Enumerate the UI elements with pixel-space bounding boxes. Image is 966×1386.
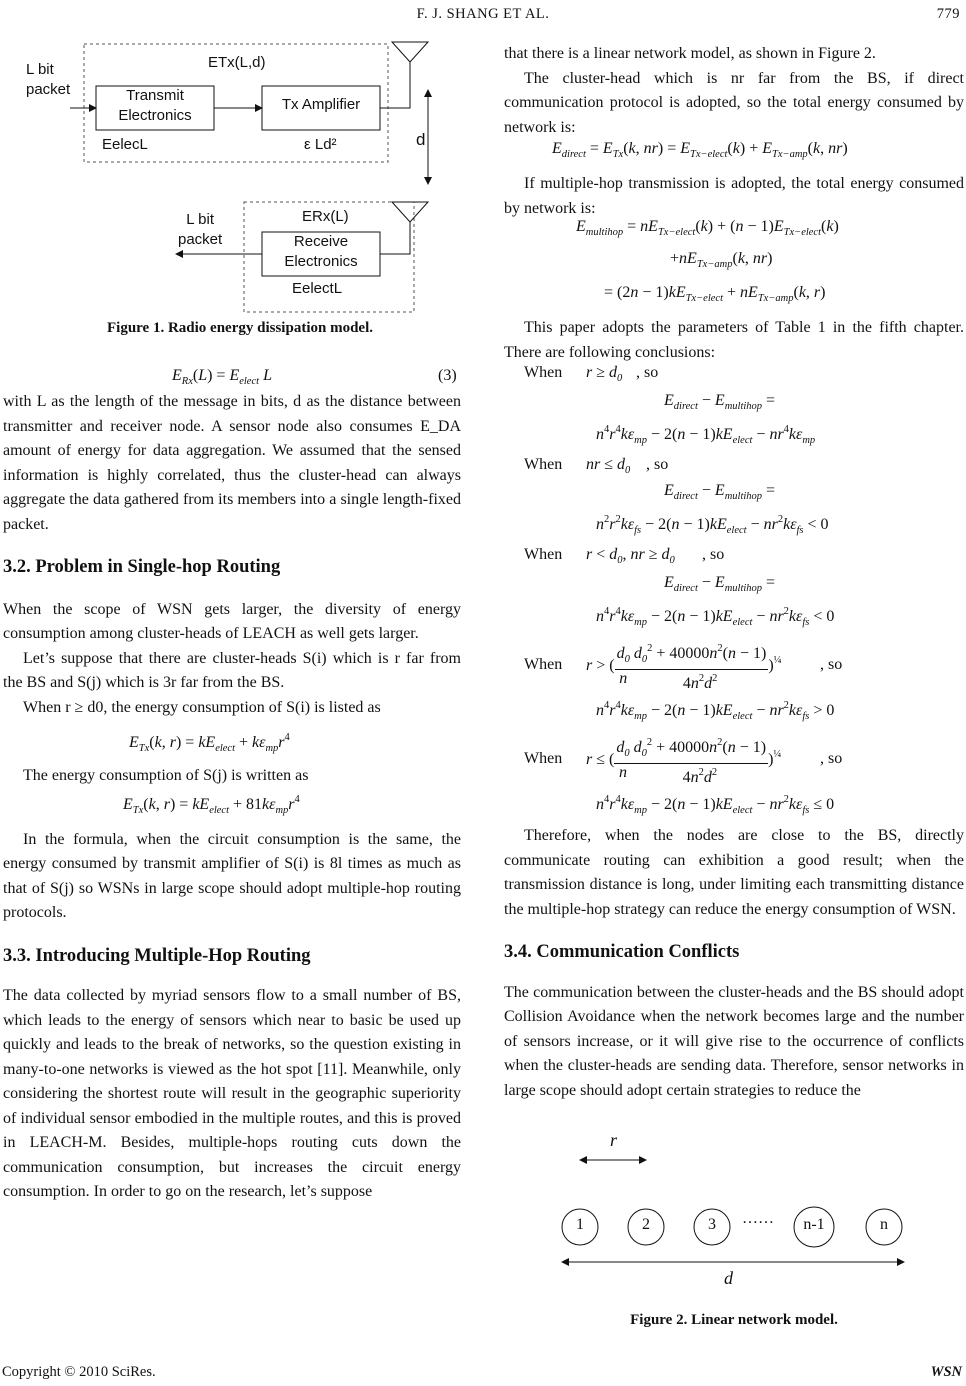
when-label-5: When xyxy=(524,750,563,767)
paragraph-3-2-a: When the scope of WSN gets larger, the diversity of energy consumption among cluster-heads of LEACH as well gets larger. xyxy=(3,600,461,642)
lbit-packet-in-label: L bit packet xyxy=(26,61,71,98)
paragraph-3-4: The communication between the cluster-heads and the BS should adopt Collision Avoidance when the network becomes large and the number of sensors increase, or it will give rise to the occurrence of conflicts when the cluster-heads are sending data. Therefore, sensor networks in large scope should adopt certain strategies to reduce the xyxy=(504,983,964,1099)
equation-3-number: (3) xyxy=(438,367,457,384)
figure-2 xyxy=(544,1100,924,1310)
figure-1-caption: Figure 1. Radio energy dissipation model. xyxy=(107,320,373,336)
diff-1-line1: $E_{direct} - E_{multihop}$ = xyxy=(664,392,776,412)
equation-sj-energy: $E_{Tx}(k$, $r) = kE_{elect} + 81k\varepsilon_{mp}r^4$ xyxy=(123,794,300,816)
diff-3-line2: $n^4r^4k\varepsilon_{mp} - 2(n - 1)kE_{elect} - nr^2k\varepsilon_{fs} < 0$ xyxy=(596,606,835,628)
tx-antenna-icon xyxy=(392,42,428,62)
d-label: d xyxy=(724,1268,733,1288)
so-label-4: , so xyxy=(820,656,843,673)
distance-d-label: d xyxy=(416,130,426,149)
diff-4-line: $n^4r^4k\varepsilon_{mp} - 2(n - 1)kE_{elect} - nr^2k\varepsilon_{fs} > 0$ xyxy=(596,700,835,722)
diff-2-line1: $E_{direct} - E_{multihop}$ = xyxy=(664,482,776,502)
header-authors: F. J. SHANG ET AL. xyxy=(416,6,550,22)
figure-2-caption: Figure 2. Linear network model. xyxy=(630,1312,838,1328)
ellipsis-label: …… xyxy=(742,1210,774,1227)
paragraph-r5: Therefore, when the nodes are close to the BS, directly communicate routing can exhibition a good result; when the transmission distance is long, under limiting each transmitting distance the multiple-hop strategy can reduce the energy consumption of WSN. xyxy=(504,827,964,918)
eps-ld2-label: ε Ld² xyxy=(304,136,337,153)
when-label-4: When xyxy=(524,656,563,673)
paragraph-r4-wrap xyxy=(504,316,964,365)
linear-network-diagram xyxy=(544,1100,924,1310)
node-1-label: 1 xyxy=(576,1216,584,1233)
running-header xyxy=(0,6,966,23)
etx-label: ETx(L,d) xyxy=(208,54,266,71)
diff-2-line2: $n^2r^2k\varepsilon_{fs} - 2(n - 1)kE_{elect} - nr^2k\varepsilon_{fs} < 0$ xyxy=(596,514,829,536)
right-column-top xyxy=(504,42,964,140)
paragraph-r2: The cluster-head which is nr far from the BS, if direct communication protocol is adopted, so the total energy consumed by network is: xyxy=(504,69,964,136)
journal-footer: WSN xyxy=(930,1364,962,1380)
condition-5: r ≤ ( $\frac{d_0}{n}$ $\frac{d_0^2 + 40000n^2(n - 1)}{4n^2d^2}$ )$^{\frac{1}{4}}$ xyxy=(586,734,781,787)
page-number: 779 xyxy=(936,6,960,22)
condition-4: r > ( $\frac{d_0}{n}$ $\frac{d_0^2 + 40000n^2(n - 1)}{4n^2d^2}$ )$^{\frac{1}{4}}$ xyxy=(586,640,782,693)
equation-3: $E_{Rx}(L) = E_{elect}$ L xyxy=(172,367,272,387)
paragraph-r1: that there is a linear network model, as shown in Figure 2. xyxy=(504,45,876,62)
diff-5-line: $n^4r^4k\varepsilon_{mp} - 2(n - 1)kE_{elect} - nr^2k\varepsilon_{fs} \le 0$ xyxy=(596,794,835,816)
equation-multihop-line1: $E_{multihop} = nE_{Tx-elect}(k) + (n - 1)E_{Tx-elect}(k)$ xyxy=(576,218,839,238)
node-2-label: 2 xyxy=(642,1216,650,1233)
paragraph-3-3: The data collected by myriad sensors flow to a small number of BS, which leads to the energy of sensors which near to basic be used up quickly and leads to the break of networks, so the question existing in many-to-one networks is viewed as the hot spot [11]. Meanwhile, only considering the shortest route will result in the geographic superiority of individual sensor embodied in the multiple routes, and this is proved in LEACH-M. Besides, multiple-hops routing cuts down the communication consumption, but increases the circuit energy consumption. In order to go on the research, let’s suppose xyxy=(3,987,461,1200)
condition-3: $r < d_0$, nr ≥ $d_0$ xyxy=(586,546,675,566)
eelect-l-label: EelectL xyxy=(292,280,343,297)
right-column-bottom xyxy=(504,824,964,1103)
condition-2: nr ≤ $d_0$ xyxy=(586,456,631,476)
when-label-2: When xyxy=(524,456,563,473)
equation-direct: $E_{direct} = E_{Tx}(k$, $nr) = E_{Tx-elect}(k) + E_{Tx-amp}(k$, nr) xyxy=(552,140,848,160)
radio-energy-diagram xyxy=(20,32,480,322)
paragraph-3-2-b: Let’s suppose that there are cluster-heads S(i) which is r far from the BS and S(j) which is 3r far from the BS. xyxy=(3,649,461,691)
section-3-4-title: 3.4. Communication Conflicts xyxy=(504,942,740,962)
node-3-label: 3 xyxy=(708,1216,716,1233)
equation-multihop-line3: = $(2n - 1)kE_{Tx-elect} + nE_{Tx-amp}(k$, r) xyxy=(604,284,826,304)
erx-label: ERx(L) xyxy=(302,208,349,225)
so-label-1: , so xyxy=(636,364,659,381)
copyright-footer: Copyright © 2010 SciRes. xyxy=(2,1364,156,1380)
condition-1: $r \ge d_0$ xyxy=(586,364,623,384)
node-n-label: n xyxy=(880,1216,888,1233)
paragraph-3-2-d: The energy consumption of S(j) is written as xyxy=(23,766,309,784)
paragraph-3-2-c: When r ≥ d0, the energy consumption of S(i) is listed as xyxy=(23,698,381,716)
figure-1 xyxy=(20,32,480,322)
so-label-2: , so xyxy=(646,456,669,473)
section-3-2-title: 3.2. Problem in Single-hop Routing xyxy=(3,557,281,577)
transmit-electronics-label: Transmit Electronics xyxy=(118,87,192,124)
paragraph-r4: This paper adopts the parameters of Table 1 in the fifth chapter. There are following conclusions: xyxy=(504,319,964,361)
paragraph-r3: If multiple-hop transmission is adopted, the total energy consumed by network is: xyxy=(504,175,964,217)
eelec-l-label: EelecL xyxy=(102,136,148,153)
diff-3-line1: $E_{direct} - E_{multihop}$ = xyxy=(664,574,776,594)
tx-amplifier-label: Tx Amplifier xyxy=(281,96,361,113)
left-column xyxy=(3,390,461,1205)
so-label-3: , so xyxy=(702,546,725,563)
equation-si-energy: $E_{Tx}(k$, $r) = kE_{elect} + k\varepsilon_{mp}r^4$ xyxy=(129,732,290,754)
section-3-3-title: 3.3. Introducing Multiple-Hop Routing xyxy=(3,945,311,966)
paragraph-r3-wrap xyxy=(504,172,964,221)
r-label: r xyxy=(610,1130,618,1150)
paragraph-3-2-e: In the formula, when the circuit consumption is the same, the energy consumed by transmit amplifier of S(i) is 8l times as much as that of S(j) so WSNs in large scope should adopt multiple-hop routing protocols. xyxy=(3,830,461,921)
so-label-5: , so xyxy=(820,750,843,767)
receive-electronics-label: Receive Electronics xyxy=(284,233,358,270)
node-n-1-label: n-1 xyxy=(803,1216,825,1233)
when-label-1: When xyxy=(524,364,563,381)
lbit-packet-out-label: L bit packet xyxy=(178,211,223,248)
paragraph-eq3-explanation: with L as the length of the message in bits, d as the distance between transmitter and receiver node. A sensor node also consumes E_DA amount of energy for data aggregation. We assumed that the sensed information is highly correlated, thus the cluster-head can always aggregate the data gathered from its members into a single length-fixed packet. xyxy=(3,393,461,533)
rx-antenna-icon xyxy=(392,202,428,222)
diff-1-line2: $n^4r^4k\varepsilon_{mp} - 2(n - 1)kE_{elect} - nr^4k\varepsilon_{mp}$ xyxy=(596,424,816,446)
equation-multihop-line2: $+nE_{Tx-amp}(k$, nr) xyxy=(670,250,773,270)
when-label-3: When xyxy=(524,546,563,563)
